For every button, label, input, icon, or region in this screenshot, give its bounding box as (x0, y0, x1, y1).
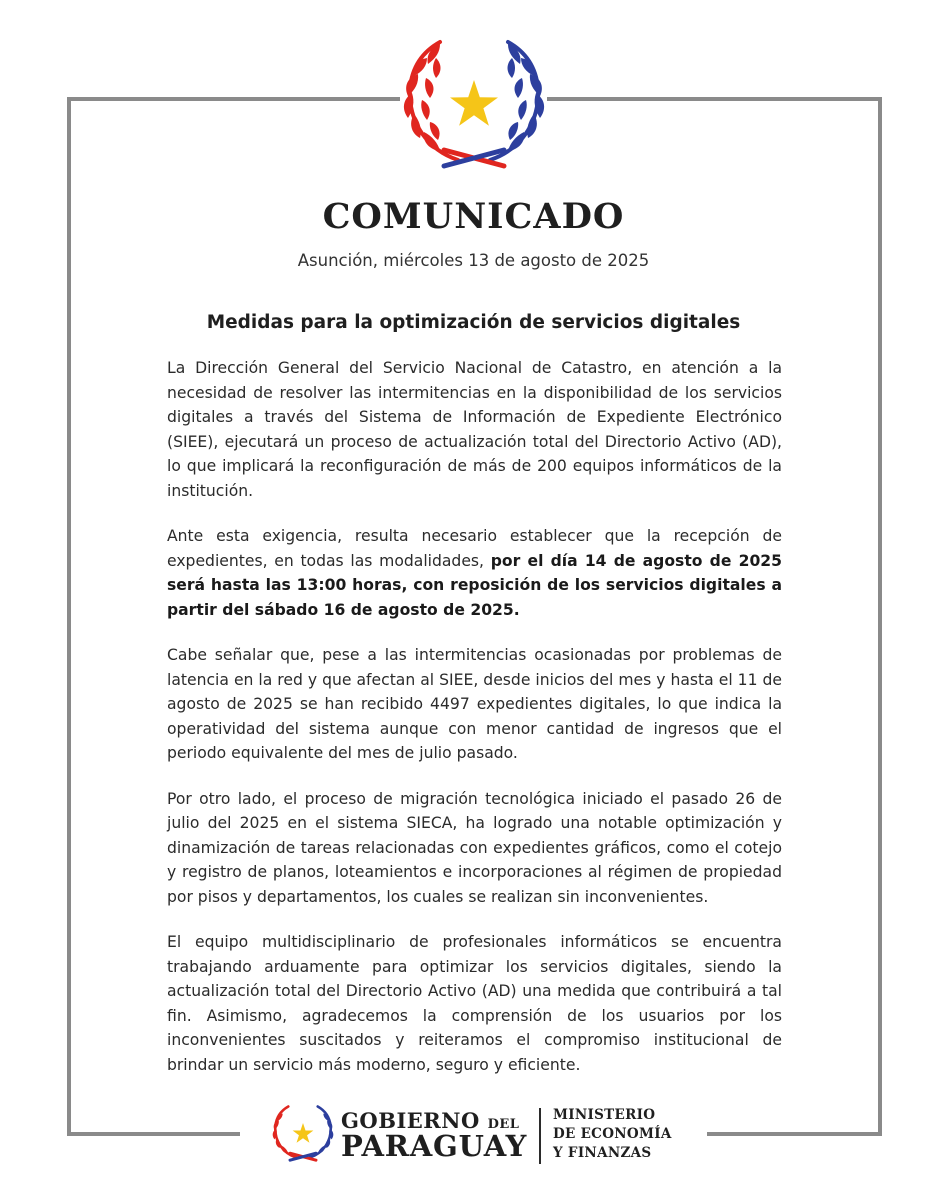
paragraph-3: Cabe señalar que, pese a las intermitencias ocasionadas por problemas de latencia en la red y que afectan al SIEE, desde inicios del mes y hasta el 11 de agosto de 2025 se han recibido 4497 expedientes digitales, lo que indica la operatividad del sistema aunque con menor cantidad de ingresos que el periodo equivalente del mes de julio pasado. (167, 646, 782, 762)
paragraph-1: La Dirección General del Servicio Nacional de Catastro, en atención a la necesidad de resolver las intermitencias en la disponibilidad de los servicios digitales a través del Sistema de Información de Expediente Electrónico (SIEE), ejecutará un proceso de actualización total del Directorio Activo (AD), lo que implicará la reconfiguración de más de 200 equipos informáticos de la institución. (167, 359, 782, 500)
frame-bottom-left (67, 1132, 240, 1136)
ministry-line-1: MINISTERIO (553, 1107, 656, 1123)
body-text (167, 356, 782, 1098)
ministry-line-2: DE ECONOMÍA (553, 1126, 672, 1142)
document-title: COMUNICADO (322, 196, 625, 237)
ministry-line-3: Y FINANZAS (553, 1145, 652, 1161)
gobierno-word: GOBIERNO (341, 1108, 480, 1133)
document-subtitle: Medidas para la optimización de servicios digitales (206, 312, 741, 333)
paraguay-word: PARAGUAY (341, 1129, 528, 1163)
footer-star-wreath-icon (271, 1104, 335, 1164)
paragraph-2 (167, 524, 782, 622)
gobierno-logo-text (341, 1108, 527, 1161)
frame-top-right (547, 97, 882, 101)
footer-divider (539, 1108, 541, 1164)
del-word: DEL (487, 1117, 520, 1132)
frame-bottom-right (707, 1132, 882, 1136)
paragraph-2-normal: Ante esta exigencia, resulta necesario establecer que la recepción de expedientes, en todas las modalidades, (167, 527, 782, 570)
paragraph-2-bold: por el día 14 de agosto de 2025 será hasta las 13:00 horas, con reposición de los servicios digitales a partir del sábado 16 de agosto de 2025. (167, 551, 783, 619)
date-line: Asunción, miércoles 13 de agosto de 2025 (297, 251, 650, 270)
star-wreath-emblem-icon (400, 38, 548, 173)
ministry-logo-text (553, 1106, 672, 1163)
frame-top-left (67, 97, 400, 101)
paragraph-5: El equipo multidisciplinario de profesionales informáticos se encuentra trabajando arduamente para optimizar los servicios digitales, siendo la actualización total del Directorio Activo (AD) una medida que contribuirá a tal fin. Asimismo, agradecemos la comprensión de los usuarios por los inconvenientes suscitados y reiteramos el compromiso institucional de brindar un servicio más moderno, seguro y eficiente. (167, 933, 782, 1074)
paragraph-4: Por otro lado, el proceso de migración tecnológica iniciado el pasado 26 de julio del 2025 en el sistema SIECA, ha logrado una notable optimización y dinamización de tareas relacionadas con expedientes gráficos, como el cotejo y registro de planos, loteamientos e incorporaciones al régimen de propiedad por pisos y departamentos, los cuales se realizan sin inconvenientes. (167, 789, 782, 906)
